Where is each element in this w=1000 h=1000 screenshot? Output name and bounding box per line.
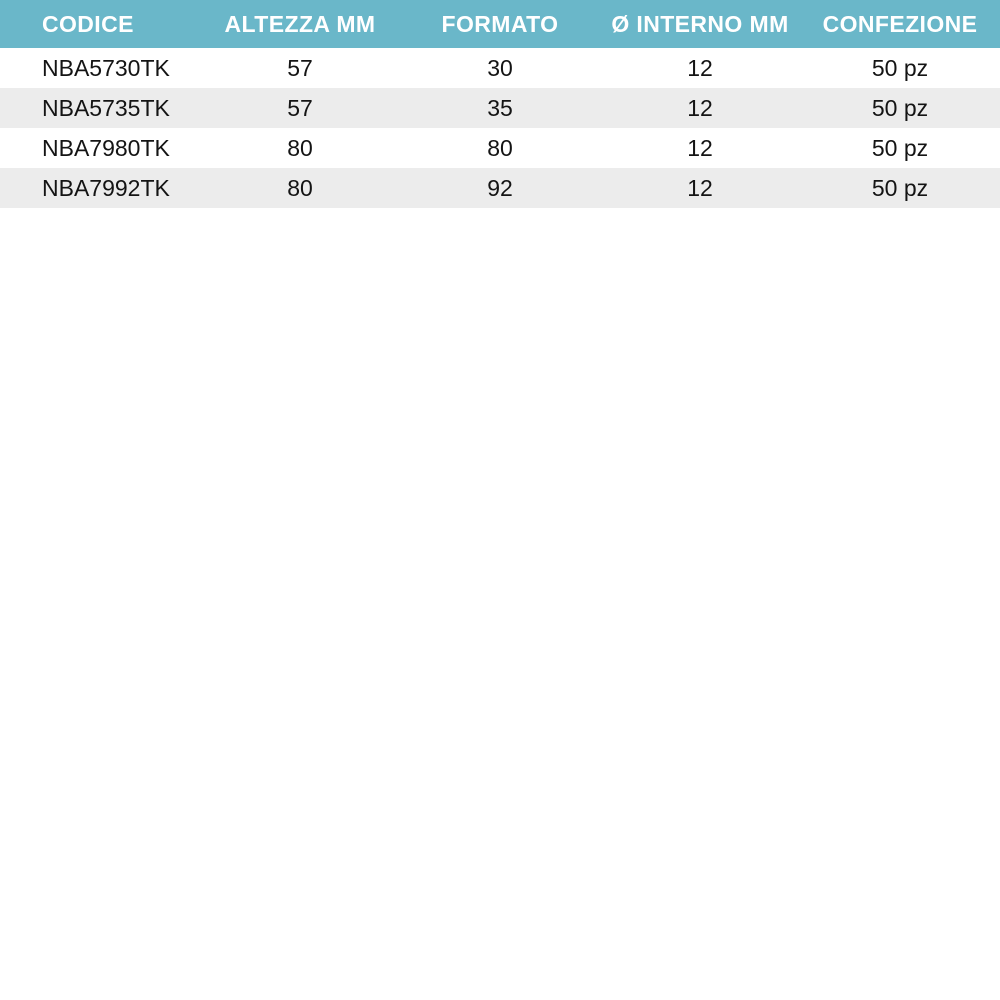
cell-codice: NBA7992TK [42,174,170,201]
cell-confezione: 50 pz [871,174,929,201]
cell-formato: 35 [487,94,513,121]
table-header [0,0,1000,48]
header-row [0,0,1000,48]
table-row [0,88,1000,128]
column-header-altezza-mm: ALTEZZA MM [200,0,400,48]
cell-codice: NBA7980TK [42,134,170,161]
column-header-codice: CODICE [0,0,200,48]
cell-formato: 92 [487,174,513,201]
cell-diametro-interno: 12 [687,54,713,81]
cell-altezza: 57 [287,54,313,81]
table-row [0,48,1000,88]
cell-confezione: 50 pz [871,134,929,161]
column-header-formato: FORMATO [400,0,600,48]
table-row [0,128,1000,168]
cell-formato: 30 [487,54,513,81]
column-header-confezione: CONFEZIONE [800,0,1000,48]
cell-diametro-interno: 12 [687,94,713,121]
table-row [0,168,1000,208]
cell-diametro-interno: 12 [687,174,713,201]
product-spec-table [0,0,1000,208]
cell-confezione: 50 pz [871,54,929,81]
cell-formato: 80 [487,134,513,161]
column-header-diametro-interno-mm: Ø INTERNO MM [600,0,800,48]
cell-altezza: 80 [287,174,313,201]
cell-codice: NBA5735TK [42,94,170,121]
cell-diametro-interno: 12 [687,134,713,161]
cell-altezza: 80 [287,134,313,161]
cell-altezza: 57 [287,94,313,121]
cell-codice: NBA5730TK [42,54,170,81]
cell-confezione: 50 pz [871,94,929,121]
table-body [0,48,1000,208]
